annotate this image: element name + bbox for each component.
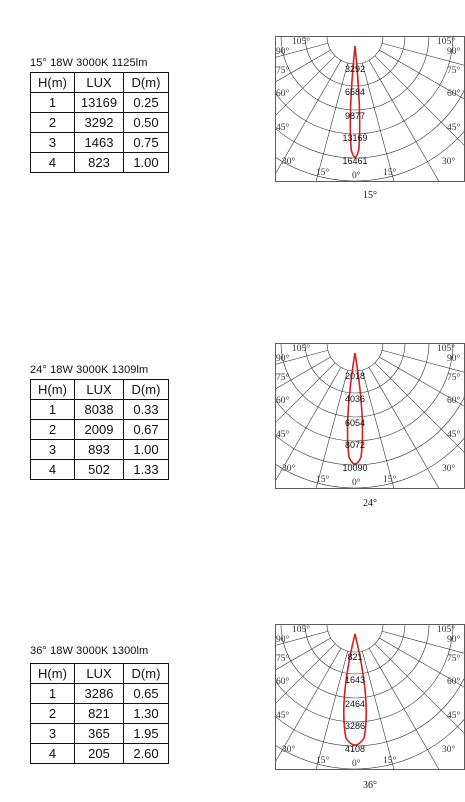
table-row (31, 684, 169, 704)
table-row (31, 704, 169, 724)
col-header-lux: LUX (75, 380, 124, 400)
lux-ring-label: 16461 (342, 156, 368, 166)
table-row (31, 724, 169, 744)
col-header-diameter: D(m) (124, 664, 169, 684)
cell-height: 1 (31, 93, 75, 113)
spec-line: 15° 18W 3000K 1125lm (30, 57, 148, 69)
cell-lux: 3292 (75, 113, 124, 133)
angle-label: 45° (276, 123, 290, 133)
angle-label: 105° (437, 625, 456, 635)
cell-height: 1 (31, 400, 75, 420)
angle-label: 60° (447, 89, 461, 99)
angle-label: 15° (383, 475, 397, 485)
cell-lux: 8038 (75, 400, 124, 420)
table-row (31, 93, 169, 113)
cell-height: 2 (31, 420, 75, 440)
table-header-row (31, 73, 169, 93)
angle-label: 105° (292, 37, 311, 47)
cell-lux: 502 (75, 460, 124, 480)
table-row (31, 420, 169, 440)
cell-diameter: 1.33 (124, 460, 169, 480)
angle-label: 90° (276, 635, 290, 645)
diagram-frame (276, 37, 465, 182)
angle-label: 45° (276, 711, 290, 721)
col-header-lux: LUX (75, 664, 124, 684)
angle-label: 15° (316, 168, 330, 178)
angle-label: 45° (447, 123, 461, 133)
col-header-height: H(m) (31, 380, 75, 400)
table-row (31, 153, 169, 173)
col-header-diameter: D(m) (124, 380, 169, 400)
angle-label: 30° (282, 745, 296, 755)
lux-ring-label: 13169 (342, 133, 368, 143)
col-header-height: H(m) (31, 664, 75, 684)
angle-label: 30° (442, 157, 456, 167)
angle-label: 75° (276, 373, 290, 383)
angle-label: 15° (383, 756, 397, 766)
diagram-frame (276, 625, 465, 770)
angle-label: 75° (447, 66, 461, 76)
illuminance-table (30, 379, 169, 480)
table-row (31, 400, 169, 420)
angle-label: 30° (442, 745, 456, 755)
spec-line: 36° 18W 3000K 1300lm (30, 645, 149, 657)
table-header-row (31, 380, 169, 400)
lux-ring-label: 3292 (344, 64, 366, 74)
table-row (31, 460, 169, 480)
cell-lux: 205 (75, 744, 124, 764)
table-row (31, 113, 169, 133)
cell-height: 4 (31, 153, 75, 173)
angle-label: 30° (282, 157, 296, 167)
cell-lux: 13169 (75, 93, 124, 113)
cell-height: 4 (31, 744, 75, 764)
cell-height: 4 (31, 460, 75, 480)
angle-label: 90° (447, 635, 461, 645)
cell-diameter: 1.00 (124, 440, 169, 460)
cell-height: 1 (31, 684, 75, 704)
cell-diameter: 1.30 (124, 704, 169, 724)
beam-angle-caption: 15° (363, 190, 377, 201)
angle-label: 75° (276, 66, 290, 76)
cell-diameter: 2.60 (124, 744, 169, 764)
cell-lux: 3286 (75, 684, 124, 704)
beam-angle-caption: 24° (363, 498, 377, 509)
lux-ring-label: 1643 (344, 675, 366, 685)
angle-label: 105° (437, 344, 456, 354)
cell-lux: 1463 (75, 133, 124, 153)
angle-label: 60° (276, 89, 290, 99)
lux-ring-label: 4108 (344, 744, 366, 754)
angle-label: 105° (292, 625, 311, 635)
cell-height: 2 (31, 704, 75, 724)
table-row (31, 440, 169, 460)
lux-ring-label: 8072 (344, 440, 366, 450)
angle-label: 60° (276, 396, 290, 406)
cell-diameter: 0.50 (124, 113, 169, 133)
spec-line: 24° 18W 3000K 1309lm (30, 364, 149, 376)
angle-label: 75° (276, 654, 290, 664)
angle-label: 30° (442, 464, 456, 474)
cell-lux: 2009 (75, 420, 124, 440)
angle-label: 105° (292, 344, 311, 354)
cell-diameter: 0.33 (124, 400, 169, 420)
cell-height: 3 (31, 440, 75, 460)
lux-ring-label: 6054 (344, 418, 366, 428)
angle-label: 75° (447, 373, 461, 383)
angle-label: 60° (447, 396, 461, 406)
cell-diameter: 1.95 (124, 724, 169, 744)
table-row (31, 133, 169, 153)
angle-label: 105° (437, 37, 456, 47)
angle-label: 60° (447, 677, 461, 687)
beam-angle-caption: 36° (363, 780, 377, 791)
cell-lux: 893 (75, 440, 124, 460)
cell-lux: 821 (75, 704, 124, 724)
cell-lux: 823 (75, 153, 124, 173)
cell-diameter: 0.75 (124, 133, 169, 153)
illuminance-table (30, 72, 169, 173)
angle-label: 45° (447, 711, 461, 721)
polar-light-distribution-diagram (275, 624, 465, 770)
cell-diameter: 0.67 (124, 420, 169, 440)
table-header-row (31, 664, 169, 684)
lux-ring-label: 6584 (344, 87, 366, 97)
cell-height: 3 (31, 133, 75, 153)
lux-ring-label: 821 (347, 652, 363, 662)
col-header-lux: LUX (75, 73, 124, 93)
angle-label: 15° (383, 168, 397, 178)
angle-label: 0° (352, 171, 361, 181)
angle-label: 60° (276, 677, 290, 687)
angle-label: 90° (447, 47, 461, 57)
cell-height: 3 (31, 724, 75, 744)
angle-label: 0° (352, 478, 361, 488)
angle-label: 90° (276, 354, 290, 364)
cell-diameter: 0.25 (124, 93, 169, 113)
angle-label: 15° (316, 475, 330, 485)
angle-label: 90° (447, 354, 461, 364)
illuminance-table (30, 663, 169, 764)
cell-height: 2 (31, 113, 75, 133)
lux-ring-label: 10090 (342, 463, 368, 473)
polar-light-distribution-diagram (275, 343, 465, 489)
angle-label: 30° (282, 464, 296, 474)
lux-ring-label: 2464 (344, 699, 366, 709)
angle-label: 75° (447, 654, 461, 664)
cell-lux: 365 (75, 724, 124, 744)
lux-ring-label: 3286 (344, 721, 366, 731)
polar-light-distribution-diagram (275, 36, 465, 182)
lux-ring-label: 4036 (344, 394, 366, 404)
lux-ring-label: 2018 (344, 371, 366, 381)
cell-diameter: 1.00 (124, 153, 169, 173)
col-header-diameter: D(m) (124, 73, 169, 93)
cell-diameter: 0.65 (124, 684, 169, 704)
angle-label: 0° (352, 759, 361, 769)
diagram-frame (276, 344, 465, 489)
angle-label: 15° (316, 756, 330, 766)
angle-label: 45° (276, 430, 290, 440)
table-row (31, 744, 169, 764)
angle-label: 90° (276, 47, 290, 57)
col-header-height: H(m) (31, 73, 75, 93)
angle-label: 45° (447, 430, 461, 440)
lux-ring-label: 9877 (344, 111, 366, 121)
